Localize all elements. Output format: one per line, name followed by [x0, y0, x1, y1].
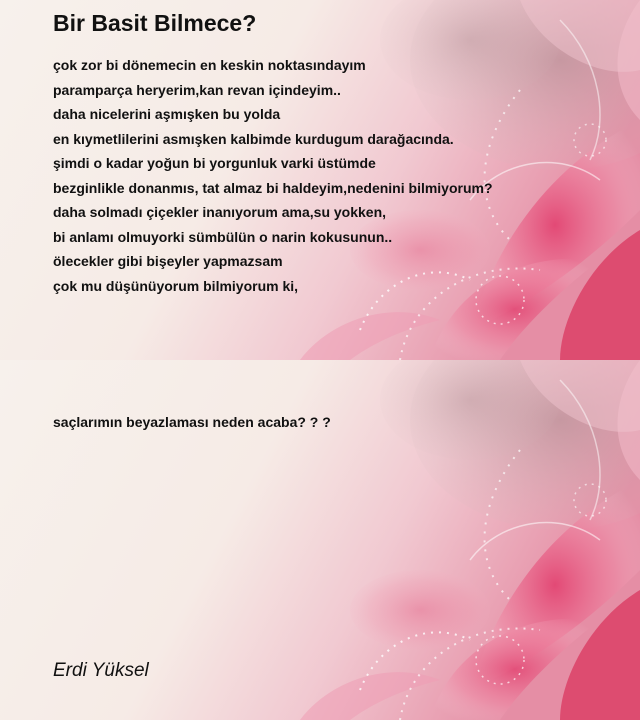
poem-line: en kıymetlilerini asmışken kalbimde kurdugum darağacında. [53, 130, 454, 147]
poem-stanza [53, 53, 493, 298]
poem-line: çok mu düşünüyorum bilmiyorum ki, [53, 277, 299, 294]
poem-line: daha nicelerini aşmışken bu yolda [53, 106, 281, 122]
poem-line: şimdi o kadar yoğun bi yorgunluk varki üstümde [53, 155, 376, 171]
poem-line: çok zor bi dönemecin en keskin noktasındayım [53, 57, 366, 73]
poem-line: daha solmadı çiçekler inanıyorum ama,su yokken, [53, 204, 387, 220]
poem-line: paramparça heryerim,kan revan içindeyim.. [53, 81, 341, 98]
poem-author: Erdi Yüksel [53, 660, 149, 681]
poem-line: bi anlamı olmuyorki sümbülün o narin kokusunun.. [53, 228, 393, 245]
poem-panel-bottom [0, 360, 640, 720]
poem-line: ölecekler gibi bişeyler yapmazsam [53, 253, 283, 269]
poem-last-line: saçlarımın beyazlaması neden acaba? ? ? [53, 414, 331, 430]
poem-line: bezginlikle donanmıs, tat almaz bi haldeyim,nedenini bilmiyorum? [53, 179, 493, 196]
poem-title: Bir Basit Bilmece? [53, 10, 257, 36]
